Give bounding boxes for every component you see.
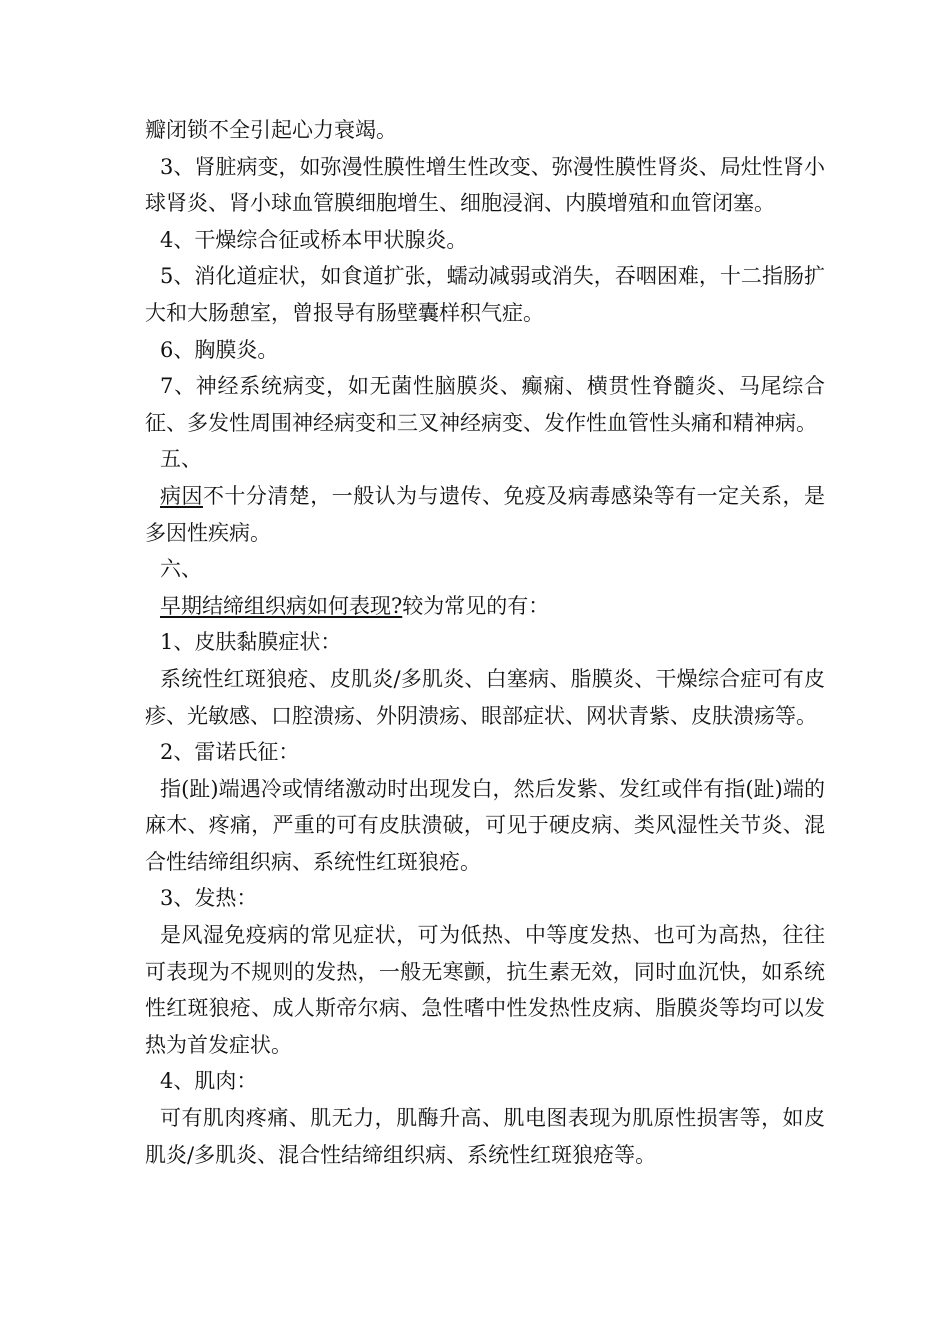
paragraph-kidney-lesions: 3、肾脏病变，如弥漫性膜性增生性改变、弥漫性膜性肾炎、局灶性肾小球肾炎、肾小球血管膜细胞增生、细胞浸润、内膜增殖和血管闭塞。 [145,154,825,216]
link-etiology[interactable]: 病因 [160,483,203,508]
paragraph-skin-mucosa: 系统性红斑狼疮、皮肌炎/多肌炎、白塞病、脂膜炎、干燥综合症可有皮疹、光敏感、口腔溃疡、外阴溃疡、眼部症状、网状青紫、皮肤溃疡等。 [145,666,825,728]
paragraph-etiology [145,478,825,551]
document-body [145,112,825,1173]
paragraph-early-signs-text: 较为常见的有： [402,593,550,618]
paragraph-digestive: 5、消化道症状，如食道扩张，蠕动减弱或消失，吞咽困难，十二指肠扩大和大肠憩室，曾报导有肠壁囊样积气症。 [145,264,825,325]
paragraph-fever: 是风湿免疫病的常见症状，可为低热、中等度发热、也可为高热，往往可表现为不规则的发热，一般无寒颤，抗生素无效，同时血沉快，如系统性红斑狼疮、成人斯帝尔病、急性嗜中性发热性皮病、脂膜炎等均可以发热为首发症状。 [145,923,825,1057]
paragraph-raynaud: 指(趾)端遇冷或情绪激动时出现发白，然后发紫、发红或伴有指(趾)端的麻木、疼痛，严重的可有皮肤溃破，可见于硬皮病、类风湿性关节炎、混合性结缔组织病、系统性红斑狼疮。 [145,776,825,874]
subheading-muscle: 4、肌肉： [160,1069,258,1094]
section-heading-six: 六、 [160,557,202,582]
paragraph-sjogren: 4、干燥综合征或桥本甲状腺炎。 [160,227,468,252]
paragraph-early-signs [145,588,825,625]
subheading-skin-mucosa: 1、皮肤黏膜症状： [160,630,342,655]
paragraph-etiology-text: 不十分清楚，一般认为与遗传、免疫及病毒感染等有一定关系，是多因性疾病。 [145,483,826,545]
subheading-fever: 3、发热： [160,886,258,911]
link-early-signs[interactable]: 早期结缔组织病如何表现? [160,593,403,618]
paragraph-muscle: 可有肌肉疼痛、肌无力，肌酶升高、肌电图表现为肌原性损害等，如皮肌炎/多肌炎、混合性结缔组织病、系统性红斑狼疮等。 [145,1106,825,1167]
subheading-raynaud: 2、雷诺氏征： [160,740,300,765]
paragraph-continuation: 瓣闭锁不全引起心力衰竭。 [145,118,397,142]
paragraph-nervous-system: 7、神经系统病变，如无菌性脑膜炎、癫痫、横贯性脊髓炎、马尾综合征、多发性周围神经病变和三叉神经病变、发作性血管性头痛和精神病。 [145,374,825,435]
section-heading-five: 五、 [160,447,202,472]
paragraph-pleurisy: 6、胸膜炎。 [160,337,279,362]
